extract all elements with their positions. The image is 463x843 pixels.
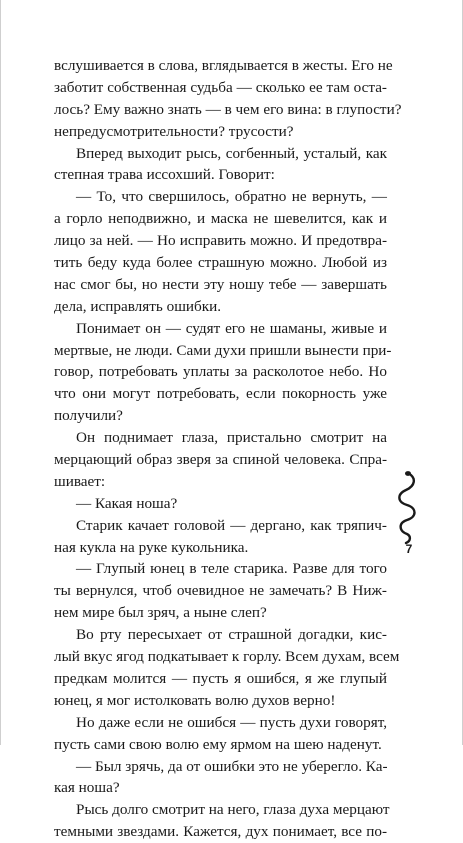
text-line: тить беду куда более страшную можно. Любой из <box>54 254 387 272</box>
text-line: говор, потребовать уплаты за расколотое небо. Но <box>54 363 387 381</box>
text-line: Во рту пересыхает от страшной догадки, кис- <box>76 626 387 644</box>
text-line: нас смог бы, но нести эту ношу тебе — завершать <box>54 275 387 293</box>
text-line: пусть сами свою волю ему ярмом на шею наденут. <box>54 735 382 753</box>
serpent-ornament-icon <box>393 470 421 550</box>
text-line: что они могут потребовать, если покорность уже <box>54 385 387 403</box>
body-text <box>54 55 402 843</box>
text-line: вслушивается в слова, вглядывается в жесты. Его не <box>54 57 393 74</box>
text-line: Но даже если не ошибся — пусть духи говорят, <box>76 713 387 731</box>
text-line: степная трава иссохший. Говорит: <box>54 166 275 184</box>
text-line: Вперед выходит рысь, согбенный, усталый, как <box>76 144 387 162</box>
text-line: темными звездами. Кажется, дух понимает, все по- <box>54 823 387 841</box>
text-line: — Какая ноша? <box>76 494 178 512</box>
text-line: шивает: <box>54 472 106 490</box>
text-line: предкам молится — пусть я ошибся, я же глупый <box>54 669 387 687</box>
text-line: а горло неподвижно, и маска не шевелится, как и <box>54 210 387 228</box>
text-line: дела, исправлять ошибки. <box>54 297 222 315</box>
text-line: получили? <box>54 407 123 425</box>
text-line: лицо за ней. — Но исправить можно. И предотвра- <box>54 232 387 250</box>
text-line: — Глупый юнец в теле старика. Разве для того <box>76 560 387 578</box>
text-line: непредусмотрительности? трусости? <box>54 122 294 140</box>
text-line: ты вернулся, чтоб очевидное не замечать? В Ниж- <box>54 582 387 600</box>
text-line: Понимает он — судят его не шаманы, живые и <box>76 319 387 337</box>
text-line: Старик качает головой — дергано, как тряпич- <box>76 516 387 534</box>
text-line: юнец, я мог истолковать волю духов верно! <box>54 691 336 709</box>
text-line: заботит собственная судьба — сколько ее там оста- <box>54 78 387 96</box>
page-number: 7 <box>405 542 413 556</box>
text-line: лый вкус ягод подкатывает к горлу. Всем духам, всем <box>54 648 400 666</box>
text-line: ная кукла на руке кукольника. <box>54 538 249 556</box>
text-line: Рысь долго смотрит на него, глаза духа мерцают <box>76 801 390 819</box>
text-line: лось? Ему важно знать — в чем его вина: в глупости? <box>54 100 402 118</box>
text-line: нем мире был зряч, а ныне слеп? <box>54 604 267 622</box>
text-line: Он поднимает глаза, пристально смотрит на <box>76 429 387 447</box>
text-line: — То, что свершилось, обратно не вернуть, — <box>76 188 387 206</box>
text-line: мерцающий образ зверя за спиной человека. Спра- <box>54 451 387 469</box>
text-line: кая ноша? <box>54 779 120 797</box>
text-line: мертвые, не люди. Сами духи пришли вынести при- <box>54 341 392 359</box>
text-line: — Был зрячь, да от ошибки это не уберегло. Ка- <box>76 757 388 775</box>
